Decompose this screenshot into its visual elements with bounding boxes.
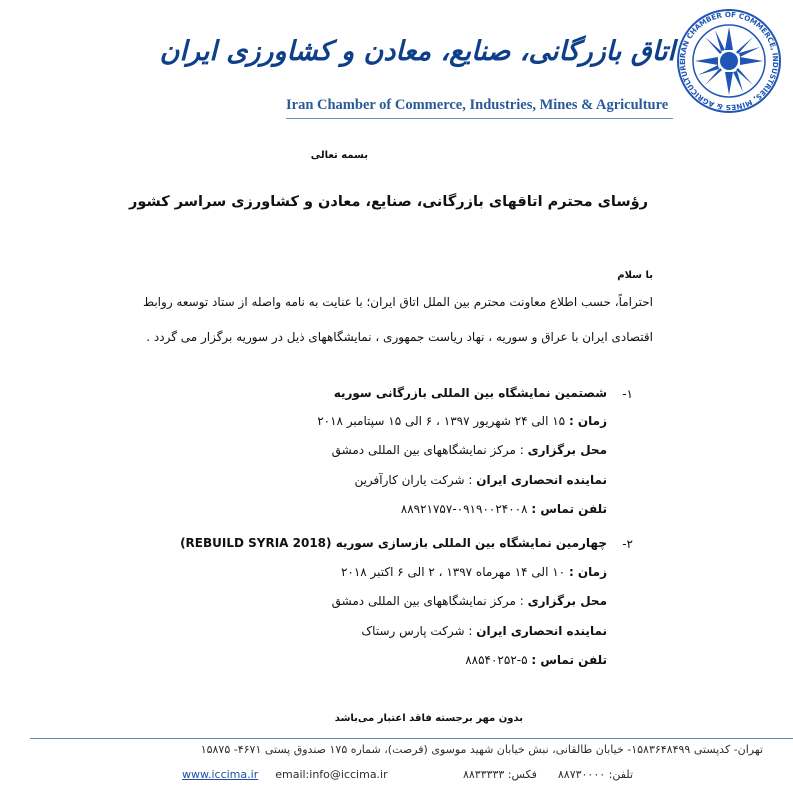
exhibition-1-title: شصتمین نمایشگاه بین المللی بازرگانی سوریه (333, 386, 607, 400)
exhibition-1-time-label: زمان : (568, 414, 607, 428)
exhibition-2-title (180, 536, 607, 550)
exhibition-2-number: -۲ (622, 537, 633, 551)
invocation: بسمه تعالی (310, 150, 368, 161)
exhibition-1-venue-value: : مرکز نمایشگاههای بین المللی دمشق (331, 443, 524, 457)
body-line-2: اقتصادی ایران با عراق و سوریه ، نهاد ریاست جمهوری ، نمایشگاههای ذیل در سوریه برگزار می گردد . (146, 330, 653, 344)
exhibition-2-time (341, 565, 607, 579)
seal-note: بدون مهر برجسته فاقد اعتبار می‌باشد (334, 713, 523, 724)
exhibition-1-rep-label: نماینده انحصاری ایران (476, 473, 607, 487)
exhibition-2-title-text: چهارمین نمایشگاه بین المللی بازسازی سوریه (335, 536, 607, 550)
seal-text: IRAN CHAMBER OF COMMERCE, INDUSTRIES, MINES & AGRICULTURE (677, 9, 781, 113)
footer-phone: تلفن: ۸۸۷۳۰۰۰۰ (557, 768, 633, 781)
exhibition-2-rep-value: : شرکت پارس رستاک (361, 624, 473, 638)
exhibition-1-time-value: ۱۵ الی ۲۴ شهریور ۱۳۹۷ ، ۶ الی ۱۵ سپتامبر ۲۰۱۸ (317, 414, 566, 428)
exhibition-2-time-value: ۱۰ الی ۱۴ مهرماه ۱۳۹۷ ، ۲ الی ۶ اکتبر ۲۰۱۸ (340, 565, 566, 579)
exhibition-1-venue-label: محل برگزاری (527, 443, 607, 457)
exhibition-2-phone-value: ۵-۸۸۵۴۰۲۵۲ (465, 653, 528, 667)
exhibition-1-time (317, 414, 607, 428)
header-divider (286, 118, 673, 119)
footer-contact-row (182, 768, 388, 781)
exhibition-2-venue-value: : مرکز نمایشگاههای بین المللی دمشق (331, 594, 524, 608)
exhibition-2-venue-label: محل برگزاری (527, 594, 607, 608)
website-link[interactable]: www.iccima.ir (182, 768, 259, 781)
footer-divider (30, 738, 793, 739)
exhibition-2-rep (361, 624, 607, 638)
chamber-seal-logo (676, 8, 782, 114)
exhibition-1-rep-value: : شرکت یاران کارآفرین (354, 473, 473, 487)
exhibition-2-venue (332, 594, 607, 608)
org-name-persian: اتاق بازرگانی، صنایع، معادن و کشاورزی ایران (159, 36, 675, 67)
exhibition-1-rep (354, 473, 607, 487)
body-line-1: احتراماً، حسب اطلاع معاونت محترم بین الملل اتاق ایران؛ با عنایت به نامه واصله از ستاد توسعه روابط (142, 295, 653, 309)
greeting: با سلام (617, 270, 653, 281)
exhibition-1-phone-label: تلفن تماس : (531, 502, 607, 516)
exhibition-2-rep-label: نماینده انحصاری ایران (476, 624, 607, 638)
footer-address: تهران- کدپستی ۱۵۸۳۶۴۸۴۹۹- خیابان طالقانی، نبش خیابان شهید موسوی (فرصت)، شماره ۱۷۵ صندوق پستی ۴۶۷۱- ۱۵۸۷۵ (200, 743, 763, 756)
footer-email: email:info@iccima.ir (275, 768, 388, 781)
footer-fax: فکس: ۸۸۳۳۳۳۳ (462, 768, 537, 781)
exhibition-1-phone-value: ۰۹۱۹۰۰۲۴۰۰۸-۸۸۹۲۱۷۵۷ (400, 502, 528, 516)
org-name-english: Iran Chamber of Commerce, Industries, Mines & Agriculture (286, 97, 669, 113)
exhibition-1-phone (401, 502, 607, 516)
exhibition-2-phone (465, 653, 607, 667)
exhibition-1-venue (332, 443, 607, 457)
exhibition-1-number: -۱ (622, 387, 633, 401)
exhibition-2-time-label: زمان : (568, 565, 607, 579)
exhibition-2-title-suffix: (REBUILD SYRIA 2018) (180, 536, 332, 550)
footer-phone-fax (463, 768, 633, 781)
letter-title: رؤسای محترم اتاقهای بازرگانی، صنایع، معادن و کشاورزی سراسر کشور (129, 194, 648, 210)
exhibition-2-phone-label: تلفن تماس : (531, 653, 607, 667)
